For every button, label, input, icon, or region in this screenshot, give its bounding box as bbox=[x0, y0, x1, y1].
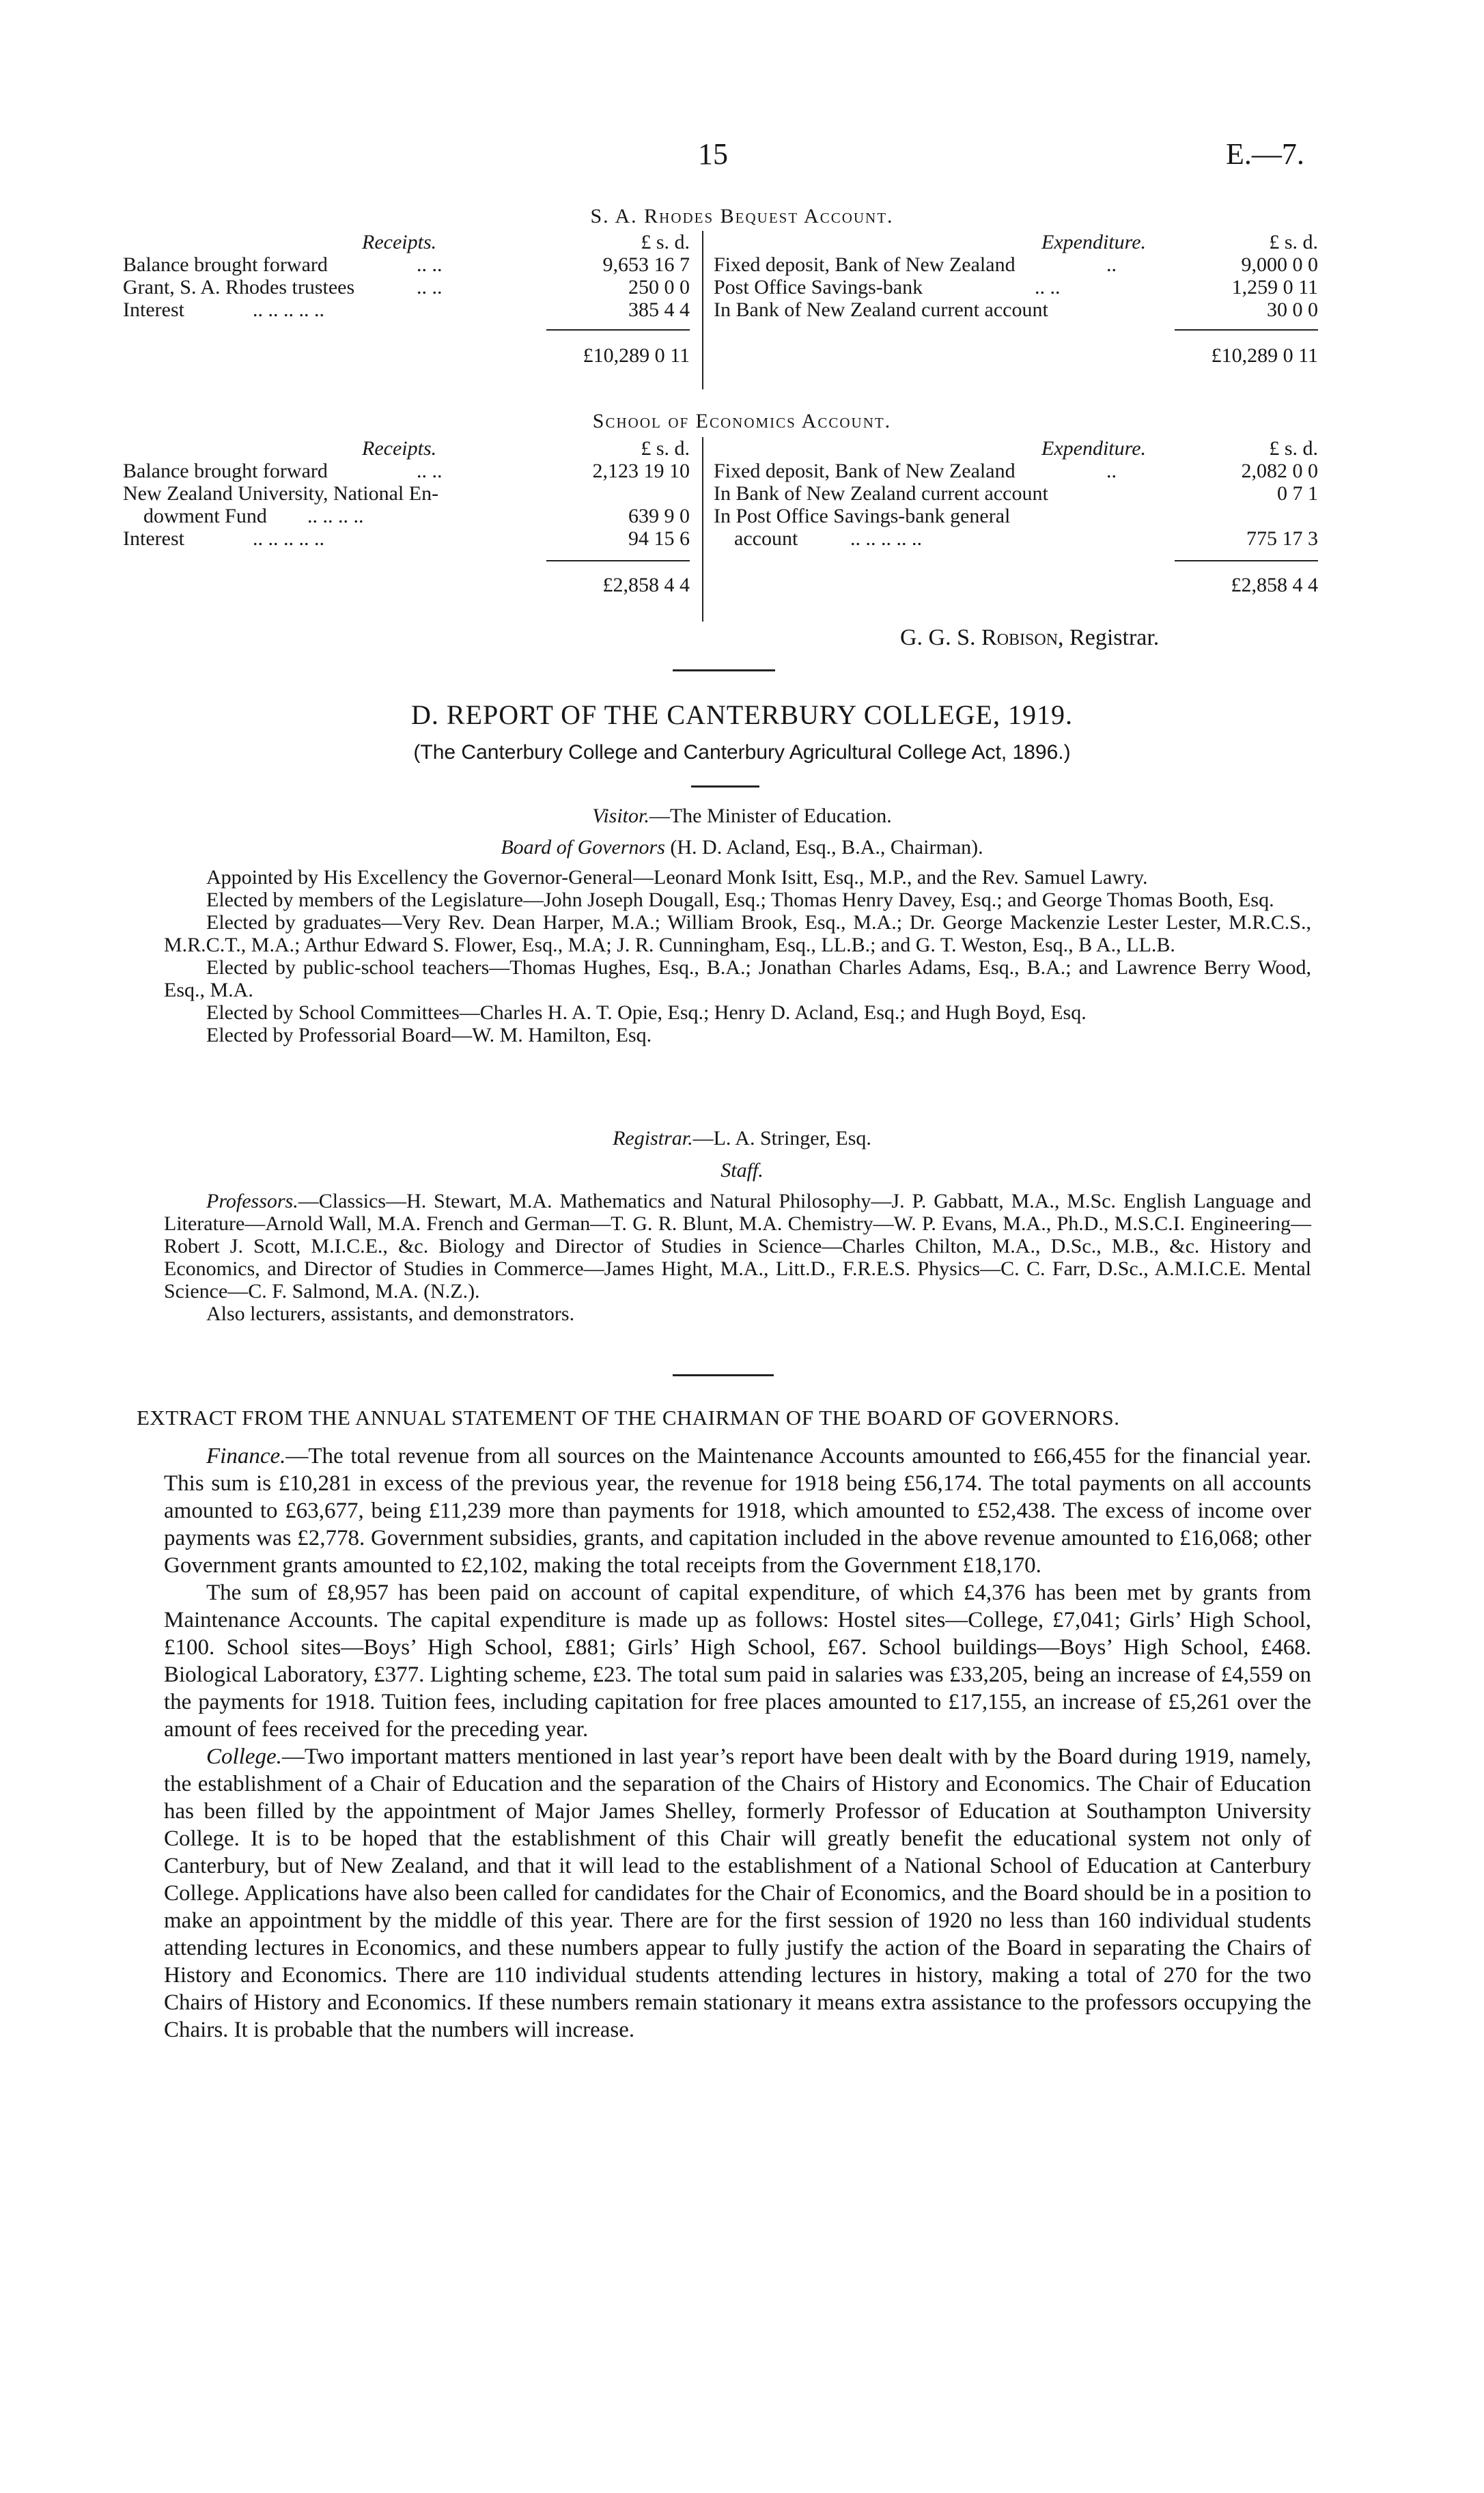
expenditure-row: Post Office Savings-bank .. .. 1,259 0 11 bbox=[714, 276, 1318, 298]
staff-heading: Staff. bbox=[720, 1159, 764, 1182]
lecturers-text: Also lecturers, assistants, and demonstrators. bbox=[206, 1303, 575, 1325]
professors-text: Professors.—Classics—H. Stewart, M.A. Mathematics and Natural Philosophy—J. P. Gabbatt, M.A., M.Sc. English Language and Literature—Arnold Wall, M.A. French and German—T. G. R. Blunt, M.A. Chemistry—W. P. Evans, M.A., Ph.D., M.S.C.I. Engineering—Robert J. Scott, M.I.C.E., &c. Biology and Director of Studies in Science—Charles Chilton, M.A., D.Sc., M.B., &c. History and Economics, and Director of Studies in Commerce—James Hight, M.A., Litt.D., F.R.E.S. Physics—C. C. Farr, D.Sc., A.M.I.C.E. Mental Science—C. F. Salmond, M.A. (N.Z.). bbox=[164, 1190, 1311, 1303]
professorial-text: Elected by Professorial Board—W. M. Hamilton, Esq. bbox=[206, 1024, 652, 1046]
report-title: D. REPORT OF THE CANTERBURY COLLEGE, 1919. bbox=[411, 699, 1073, 730]
expenditure-row: In Bank of New Zealand current account 30 0 0 bbox=[714, 298, 1318, 321]
receipt-row: New Zealand University, National En- bbox=[123, 482, 439, 505]
registrar-signature: G. G. S. Robison, Registrar. bbox=[900, 625, 1160, 650]
expenditure-row: Fixed deposit, Bank of New Zealand .. 9,000 0 0 bbox=[714, 253, 1318, 276]
receipt-row: Grant, S. A. Rhodes trustees .. .. 250 0 0 bbox=[123, 276, 690, 298]
page-number: 15 bbox=[698, 137, 728, 171]
receipt-row: dowment Fund .. .. .. .. 639 9 0 bbox=[143, 505, 690, 527]
college-paragraph: College.—Two important matters mentioned in last year’s report have been dealt with by the Board during 1919, namely, the establishment of a Chair of Education and the separation of the Chairs of History and Economics. The Chair of Education has been filled by the appointment of Major James Shelley, formerly Professor of Education at Southampton University College. It is to be hoped that the establishment of this Chair will greatly benefit the educational system not only of Canterbury, but of New Zealand, and that it will lead to the establishment of a National School of Education at Canterbury College. Applications have also been called for candidates for the Chair of Economics, and the Board should be in a position to make an appointment by the middle of this year. There are for the first session of 1920 no less than 160 individual students attending lectures in Economics, and these numbers appear to fully justify the action of the Board in separating the Chairs of History and Economics. There are 110 individual students attending lectures in history, making a total of 270 for the two Chairs of History and Economics. If these numbers remain stationary it means extra assistance to the professors occupying the Chairs. It is probable that the numbers will increase. bbox=[164, 1744, 1311, 2042]
extract-heading: EXTRACT FROM THE ANNUAL STATEMENT OF THE CHAIRMAN OF THE BOARD OF GOVERNORS. bbox=[137, 1406, 1120, 1430]
expenditure-row: In Bank of New Zealand current account 0 7 1 bbox=[714, 482, 1318, 505]
board-line: Board of Governors (H. D. Acland, Esq., B.A., Chairman). bbox=[501, 836, 983, 859]
economics-account-title: School of Economics Account. bbox=[592, 410, 892, 432]
report-subtitle: (The Canterbury College and Canterbury Agricultural College Act, 1896.) bbox=[413, 741, 1071, 764]
governors-list bbox=[164, 866, 1311, 1046]
economics-receipts-column: Receipts. £ s. d. Balance brought forward .. .. 2,123 19 10 New Zealand University, National En- dowment Fund .. .. .. .. 639 9 0 Interest .. .. .. .. .. 94 15 6 £2,858 4 4 bbox=[123, 437, 690, 596]
expenditure-total: £10,289 0 11 bbox=[1211, 344, 1318, 367]
committees-text: Elected by School Committees—Charles H. A. T. Opie, Esq.; Henry D. Acland, Esq.; and Hugh Boyd, Esq. bbox=[206, 1001, 1087, 1024]
finance-paragraph: Finance.—The total revenue from all sources on the Maintenance Accounts amounted to £66,455 for the financial year. This sum is £10,281 in excess of the previous year, the revenue for 1918 being £56,174. The total payments on all accounts amounted to £63,677, being £11,239 more than payments for 1918, which amounted to £52,438. The excess of income over payments was £2,778. Government subsidies, grants, and capitation included in the above revenue amounted to £16,068; other Government grants amounted to £2,102, making the total receipts from the Government £18,170. bbox=[164, 1444, 1311, 1578]
capital-paragraph: The sum of £8,957 has been paid on account of capital expenditure, of which £4,376 has been met by grants from Maintenance Accounts. The capital expenditure is made up as follows: Hostel sites—College, £7,041; Girls’ High School, £100. School sites—Boys’ High School, £881; Girls’ High School, £67. School buildings—Boys’ High School, £468. Biological Laboratory, £377. Lighting scheme, £23. The total sum paid in salaries was £33,205, being an increase of £4,559 on the payments for 1918. Tuition fees, including capitation for free places amounted to £17,155, an increase of £5,261 over the amount of fees received for the preceding year. bbox=[164, 1580, 1311, 1742]
receipts-total: £10,289 0 11 bbox=[583, 344, 690, 367]
staff-list bbox=[164, 1190, 1311, 1325]
document-code: E.—7. bbox=[1226, 137, 1304, 171]
expenditure-row: account .. .. .. .. .. 775 17 3 bbox=[734, 527, 1318, 550]
registrar-line: Registrar.—L. A. Stringer, Esq. bbox=[613, 1127, 871, 1150]
legislature-text: Elected by members of the Legislature—John Joseph Dougall, Esq.; Thomas Henry Davey, Esq.; and George Thomas Booth, Esq. bbox=[206, 889, 1274, 911]
receipts-heading: Receipts. bbox=[362, 231, 437, 253]
rhodes-account-title: S. A. Rhodes Bequest Account. bbox=[590, 205, 894, 227]
rhodes-expenditure-column: Expenditure. £ s. d. Fixed deposit, Bank of New Zealand .. 9,000 0 0 Post Office Savings-bank .. .. 1,259 0 11 In Bank of New Zealand current account 30 0 0 £10,289 0 11 bbox=[714, 231, 1318, 367]
receipt-row: Interest .. .. .. .. .. 385 4 4 bbox=[123, 298, 690, 321]
expenditure-heading: Expenditure. bbox=[1041, 231, 1147, 253]
currency-columns: £ s. d. bbox=[641, 231, 690, 253]
graduates-text: Elected by graduates—Very Rev. Dean Harper, M.A.; William Brook, Esq., M.A.; Dr. George Mackenzie Lester Lester, M.R.C.S., M.R.C.T., M.A.; Arthur Edward S. Flower, Esq., M.A; J. R. Cunningham, Esq., LL.B.; and G. T. Weston, Esq., B A., LL.B. bbox=[164, 911, 1311, 956]
economics-expenditure-column: Expenditure. £ s. d. Fixed deposit, Bank of New Zealand .. 2,082 0 0 In Bank of New Zealand current account 0 7 1 In Post Office Savings-bank general account .. .. .. .. .. 775 17 3 £2,858 4 4 bbox=[714, 437, 1318, 596]
expenditure-row: Fixed deposit, Bank of New Zealand .. 2,082 0 0 bbox=[714, 460, 1318, 482]
expenditure-row: In Post Office Savings-bank general bbox=[714, 505, 1011, 527]
receipt-row: Balance brought forward .. .. 2,123 19 10 bbox=[123, 460, 690, 482]
extract-body bbox=[164, 1443, 1311, 2044]
receipts-total: £2,858 4 4 bbox=[602, 574, 690, 596]
visitor-line: Visitor.—The Minister of Education. bbox=[592, 805, 892, 827]
receipt-row: Interest .. .. .. .. .. 94 15 6 bbox=[123, 527, 690, 550]
appointed-text: Appointed by His Excellency the Governor-General—Leonard Monk Isitt, Esq., M.P., and the Rev. Samuel Lawry. bbox=[206, 866, 1148, 889]
expenditure-total: £2,858 4 4 bbox=[1231, 574, 1318, 596]
rhodes-receipts-column bbox=[123, 231, 690, 367]
receipt-row: Balance brought forward .. .. 9,653 16 7 bbox=[123, 253, 690, 276]
teachers-text: Elected by public-school teachers—Thomas Hughes, Esq., B.A.; Jonathan Charles Adams, Esq., B.A.; and Lawrence Berry Wood, Esq., M.A. bbox=[164, 956, 1311, 1001]
